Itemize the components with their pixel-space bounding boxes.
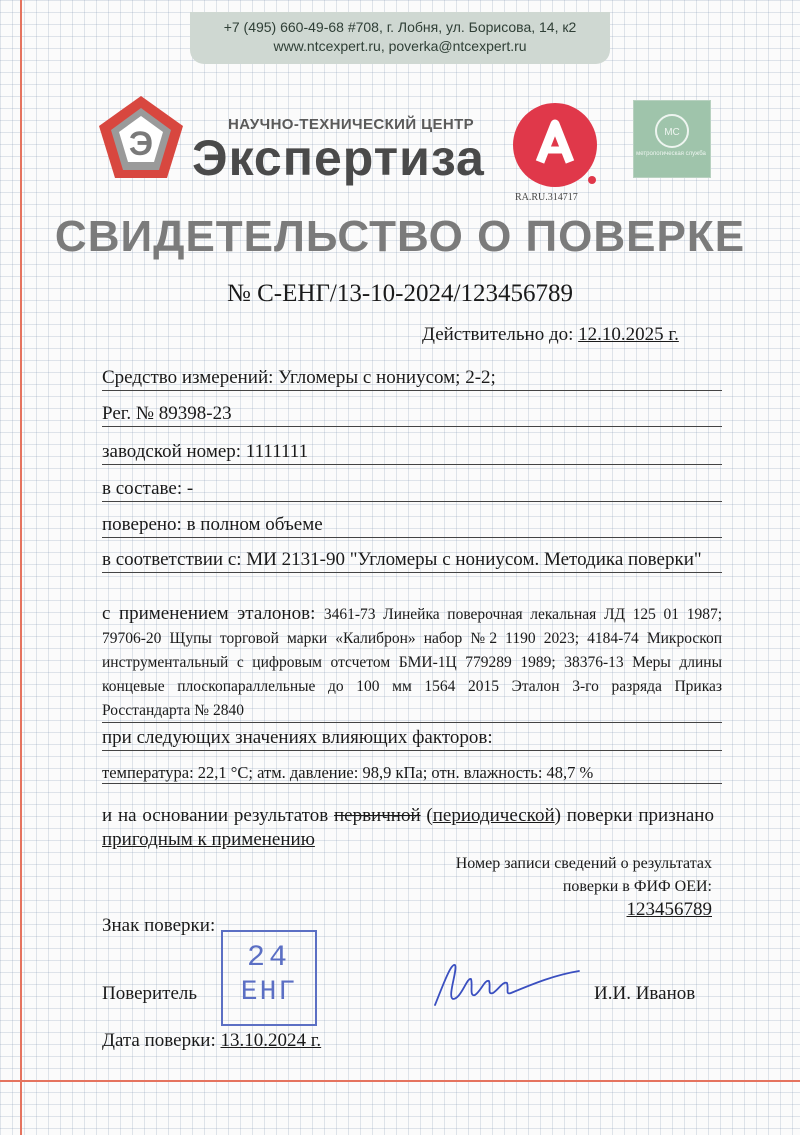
field-composition: в составе: - <box>102 477 722 502</box>
field-verified-scope: поверено: в полном объеме <box>102 513 722 538</box>
expertiza-logo-icon <box>95 92 187 184</box>
contact-web-email: www.ntcexpert.ru, poverka@ntcexpert.ru <box>273 38 527 54</box>
fif-line2: поверки в ФИФ ОЕИ: <box>562 878 712 895</box>
field-reg-number: Рег. № 89398-23 <box>102 402 722 427</box>
stamp-code: ЕНГ <box>240 977 298 1008</box>
standards-label: с применением эталонов: <box>102 603 324 624</box>
brand-subtitle: НАУЧНО-ТЕХНИЧЕСКИЙ ЦЕНТР <box>228 116 475 133</box>
conclusion-primary-struck: первичной <box>333 805 421 826</box>
certificate-title: СВИДЕТЕЛЬСТВО О ПОВЕРКЕ <box>54 212 746 261</box>
verification-mark-label: Знак поверки: <box>102 915 216 936</box>
verification-date <box>102 1030 321 1052</box>
field-factors-values: температура: 22,1 °С; атм. давление: 98,9 кПа; отн. влажность: 48,7 % <box>102 762 722 784</box>
conclusion-fit: пригодным к применению <box>102 829 315 850</box>
contact-phone-address: +7 (495) 660-49-68 #708, г. Лобня, ул. Борисова, 14, к2 <box>223 19 577 35</box>
contact-banner <box>190 12 610 64</box>
metrology-service-logo <box>633 100 711 178</box>
stamp-year: 24 <box>246 941 291 975</box>
date-value: 13.10.2024 г. <box>220 1030 322 1051</box>
field-factors-label: при следующих значениях влияющих факторов: <box>102 726 722 751</box>
brand-name: Экспертиза <box>192 130 485 186</box>
conclusion-periodic: периодической <box>432 805 555 826</box>
field-accordance: в соответствии с: МИ 2131-90 "Угломеры с нониусом. Методика поверки" <box>102 548 722 573</box>
fif-number: 123456789 <box>626 899 712 920</box>
date-label: Дата поверки: <box>102 1030 221 1051</box>
certificate-number: № С-ЕНГ/13-10-2024/123456789 <box>227 280 573 307</box>
margin-line-vertical <box>20 0 22 1135</box>
standards-list: 3461-73 Линейка поверочная лекальная ЛД 125 01 1987; 79706-20 Щупы торговой марки «Калиброн» набор №2 1190 2023; 4184-74 Микроскоп инструментальный с цифровым отсчетом БМИ-1Ц 779289 1989; 38376-13 Меры длины концевые плоскопараллельные до 100 мм 1564 2015 Эталон 3-го разряда Приказ Росстандарта № 2840 <box>102 606 723 719</box>
valid-date: 12.10.2025 г. <box>578 324 679 345</box>
field-instrument: Средство измерений: Угломеры с нониусом; 2-2; <box>102 366 722 391</box>
accreditation-logo-icon <box>510 100 600 190</box>
accreditation-code: RA.RU.314717 <box>515 192 578 203</box>
signer-name: И.И. Иванов <box>594 983 696 1004</box>
verifier-label: Поверитель <box>102 983 198 1004</box>
conclusion-part2: ( <box>420 805 433 826</box>
conclusion <box>102 804 714 852</box>
ms-badge-icon <box>634 101 710 177</box>
margin-line-horizontal <box>0 1080 800 1082</box>
ms-caption: метрологическая служба <box>636 151 706 157</box>
valid-until <box>422 324 679 346</box>
conclusion-part1: и на основании результатов <box>102 805 334 826</box>
valid-label: Действительно до: <box>422 324 579 345</box>
field-serial-number: заводской номер: 1111111 <box>102 440 722 465</box>
fif-record <box>456 852 712 921</box>
field-standards <box>102 602 722 723</box>
fif-line1: Номер записи сведений о результатах <box>455 855 712 872</box>
signature-icon <box>425 955 585 1015</box>
logo-letter: Э <box>128 125 154 163</box>
ms-label: МС <box>664 127 680 138</box>
verification-stamp <box>221 930 317 1026</box>
conclusion-part3: ) поверки признано <box>554 805 714 826</box>
